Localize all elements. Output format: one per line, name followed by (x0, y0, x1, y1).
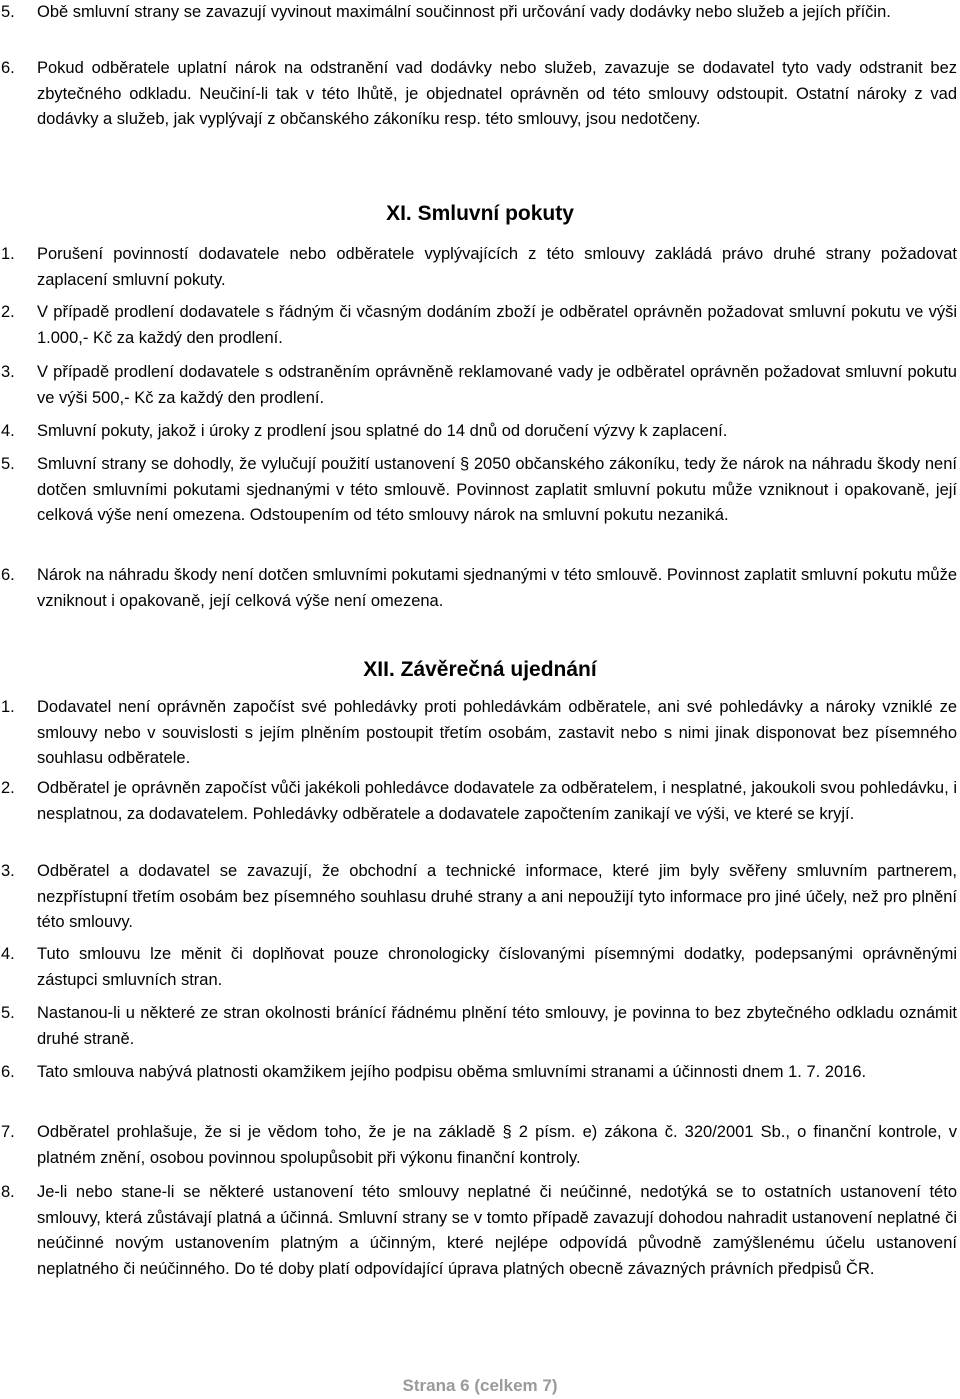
item-text: Tuto smlouvu lze měnit či doplňovat pouze chronologicky číslovanými písemnými dodatky, podepsanými oprávněnými zástupci smluvních stran. (37, 945, 957, 989)
item-text: Nastanou-li u některé ze stran okolnosti bránící řádnému plnění této smlouvy, je povinna to bez zbytečného odkladu oznámit druhé straně. (37, 1004, 957, 1048)
item-number: 2. (1, 303, 15, 321)
item-text: Je-li nebo stane-li se některé ustanovení této smlouvy neplatné či neúčinné, nedotýká se to ostatních ustanovení této smlouvy, která zůstávají platná a účinná. Smluvní strany se v tomto případě zavazují dohodou nahradit ustanovení neplatné či neúčinné novým ustanovením platným a účinným, které nejlépe odpovídá původně zamýšlenému účelu ustanovení neplatného či neúčinného. Do té doby platí odpovídající úprava platných obecně závazných právních předpisů ČR. (37, 1183, 957, 1278)
item-number: 6. (1, 1063, 15, 1081)
item-number: 3. (1, 363, 15, 381)
page-number-footer: Strana 6 (celkem 7) (402, 1376, 558, 1395)
item-number: 4. (1, 422, 15, 440)
item-number: 4. (1, 945, 15, 963)
item-number: 2. (1, 779, 15, 797)
item-number: 8. (1, 1183, 15, 1201)
item-text: Odběratel je oprávněn započíst vůči jakékoli pohledávce dodavatele za odběratelem, i nesplatné, jakoukoli svou pohledávku, i nesplatnou, za dodavatelem. Pohledávky odběratele a dodavatele započtením zanikají ve výši, ve které se kryjí. (37, 779, 957, 823)
item-number: 6. (1, 566, 15, 584)
item-number: 1. (1, 245, 15, 263)
item-text: Nárok na náhradu škody není dotčen smluvními pokutami sjednanými v této smlouvě. Povinnost zaplatit smluvní pokutu může vzniknout i opakovaně, její celková výše není omezena. (37, 566, 957, 610)
item-text: V případě prodlení dodavatele s odstraněním oprávněně reklamované vady je odběratel oprávněn požadovat smluvní pokutu ve výši 500,- Kč za každý den prodlení. (37, 363, 957, 407)
item-text: Smluvní strany se dohodly, že vylučují použití ustanovení § 2050 občanského zákoníku, tedy že nárok na náhradu škody není dotčen smluvními pokutami sjednanými v této smlouvě. Povinnost zaplatit smluvní pokutu může vzniknout i opakovaně, její celková výše není omezena. Odstoupením od této smlouvy nárok na smluvní pokutu nezaniká. (37, 455, 957, 524)
item-text: Odběratel a dodavatel se zavazují, že obchodní a technické informace, které jim byly svěřeny smluvním partnerem, nezpřístupní třetím osobám bez písemného souhlasu druhé strany a ani nepoužijí tyto informace pro jiné účely, než pro plnění této smlouvy. (37, 862, 957, 931)
section-heading-xi: XI. Smluvní pokuty (386, 202, 574, 225)
item-text: Odběratel prohlašuje, že si je vědom toho, že je na základě § 2 písm. e) zákona č. 320/2001 Sb., o finanční kontrole, v platném znění, osobou povinnou spolupůsobit při výkonu finanční kontroly. (37, 1123, 957, 1167)
item-text: Smluvní pokuty, jakož i úroky z prodlení jsou splatné do 14 dnů od doručení výzvy k zaplacení. (37, 422, 728, 440)
item-text: Obě smluvní strany se zavazují vyvinout maximální součinnost při určování vady dodávky nebo služeb a jejích příčin. (37, 3, 891, 21)
item-text: Dodavatel není oprávněn započíst své pohledávky proti pohledávkám odběratele, ani své pohledávky a nároky vzniklé ze smlouvy nebo v souvislosti s jejím plněním postoupit třetím osobám, zastavit nebo s nimi jinak disponovat bez písemného souhlasu odběratele. (37, 698, 957, 767)
item-number: 6. (1, 59, 15, 77)
item-number: 5. (1, 1004, 15, 1022)
item-number: 1. (1, 698, 15, 716)
item-number: 7. (1, 1123, 15, 1141)
item-text: Pokud odběratele uplatní nárok na odstranění vad dodávky nebo služeb, zavazuje se dodavatel tyto vady odstranit bez zbytečného odkladu. Neučiní-li tak v této lhůtě, je objednatel oprávněn od této smlouvy odstoupit. Ostatní nároky z vad dodávky a služeb, jak vyplývají z občanského zákoníku resp. této smlouvy, jsou nedotčeny. (37, 59, 957, 128)
item-text: Porušení povinností dodavatele nebo odběratele vyplývajících z této smlouvy zakládá právo druhé strany požadovat zaplacení smluvní pokuty. (37, 245, 957, 289)
item-number: 5. (1, 3, 15, 21)
item-number: 5. (1, 455, 15, 473)
item-number: 3. (1, 862, 15, 880)
item-text: V případě prodlení dodavatele s řádným či včasným dodáním zboží je odběratel oprávněn požadovat smluvní pokutu ve výši 1.000,- Kč za každý den prodlení. (37, 303, 957, 347)
item-text: Tato smlouva nabývá platnosti okamžikem jejího podpisu oběma smluvními stranami a účinnosti dnem 1. 7. 2016. (37, 1063, 867, 1081)
section-heading-xii: XII. Závěrečná ujednání (363, 658, 597, 681)
